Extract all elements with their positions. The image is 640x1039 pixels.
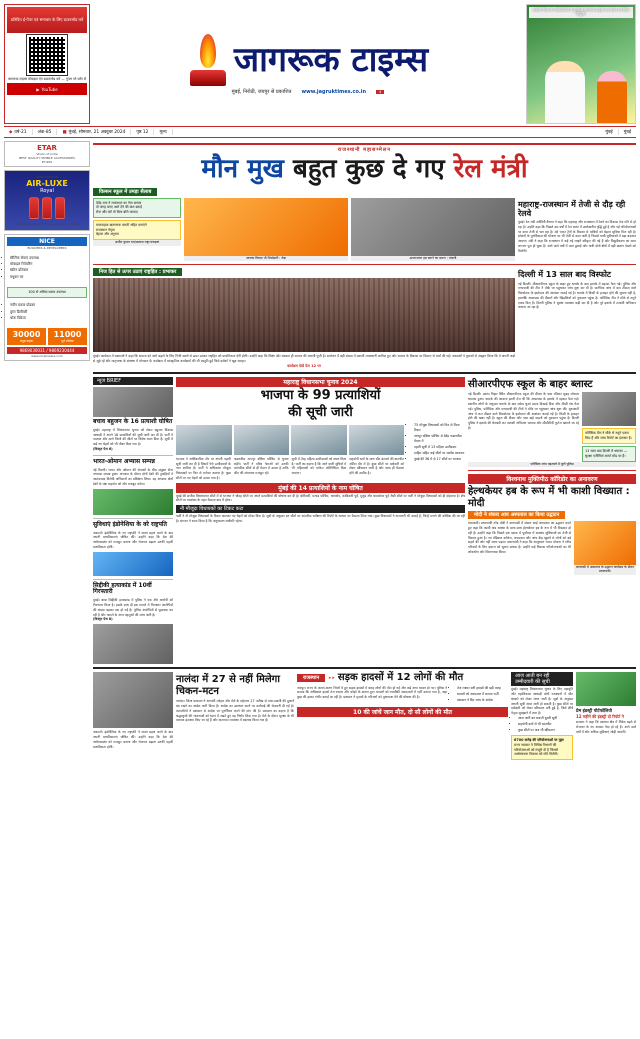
stat-value: 11000 (53, 329, 82, 339)
arrow-icon: ➤➤ (328, 675, 335, 681)
brief-photo-4 (93, 624, 173, 664)
crpf-body: नई दिल्ली। प्रशांत विहार स्थित सीआरपीएफ स्कूल की दीवार के पास रविवार सुबह जोरदार धमाका हुआ। धमाके की आवाज इतनी तेज थी कि आसपास के इलाके में दहशत फैल गई। स्थानीय लोगों के अनुसार धमाके के बाद सफेद धुआं उठता दिखाई दिया और तीखी गंध फैल गई। पुलिस, फोरेंसिक और एनएसजी की टीमों ने मौके पर पहुंचकर जांच शुरू की। शुरुआती जांच में कम तीव्रता वाले विस्फोटक के इस्तेमाल की आशंका जताई गई है। किसी के हताहत होने की खबर नहीं है। स्कूल की दीवार और पास खड़े वाहनों को नुकसान पहुंचा है। दिल्ली पुलिस ने इलाके की घेराबंदी कर तलाशी अभियान चलाया और सीसीटीवी फुटेज खंगाले जा रहे हैं। (468, 392, 579, 430)
list-item: • स्क्रीन प्रोटेक्टर (10, 268, 84, 273)
rail-story (518, 198, 636, 262)
nice-item-list (7, 254, 87, 284)
bjp-main-row (176, 423, 465, 481)
rajasthan-headline: सड़क हादसों में 12 लोगों की मौत (337, 672, 464, 684)
strip-city (600, 129, 618, 135)
candidate-photo (349, 425, 405, 455)
bjp-sub-headline-1: मुंबई की 14 प्रत्याशियों के नाम घोषित (176, 483, 465, 493)
list-item: • पहली सूची में 13 महिला उम्मीदवार (414, 445, 465, 450)
bjp-sub-body-1: मुंबई की छत्तीस विधानसभा सीटों में से भाजपा ने चौदह सीटों पर अपने प्रत्याशियों की घोषणा कर दी है। बोरीवली, मलाड पश्चिम, चारकोप, कांदिवली पूर्व, मुलुंड और घाटकोपर पूर्व जैसी सीटों पर पार्टी ने मौजूदा विधायकों को ही दोहराया है। शेष सीटों पर गठबंधन के तहत फैसला बाद में होगा। (176, 493, 465, 503)
crpf-row (468, 392, 636, 461)
crpf-side (582, 392, 636, 461)
kashi-box-body: सरकार ने कहा कि स्वास्थ्य क्षेत्र में निवेश बढ़ने से रोजगार के नए अवसर पैदा हो रहे हैं। आने वाले वर्षों में और अधिक सुविधाएं जोड़ी जाएंगी। (576, 720, 636, 734)
nalanda-headline: नालंदा में 27 से नहीं मिलेगा चिकन-मटन (176, 674, 280, 697)
lead-side-boxes (93, 198, 181, 262)
left-ad-column (4, 141, 90, 760)
youtube-button[interactable] (7, 83, 87, 95)
brief-title: भारत-ओमान अभ्यास सम्पन्न (93, 457, 155, 465)
list-item: • 75 मौजूदा विधायकों को फिर से मिला टिकट (414, 423, 465, 433)
bjp-headline-1: भाजपा के 99 प्रत्याशियों (260, 387, 381, 403)
box-line: रोज़ और करें तो बिना बोले फायदा (96, 210, 138, 215)
bottom-left-text: जकार्ता। इंडोनेशिया के नए राष्ट्रपति ने शपथ ग्रहण करने के बाद अपनी प्राथमिकताएं घोषित कीं। उन्होंने कहा कि देश की अर्थव्यवस्था को मजबूत बनाना और रोजगार बढ़ाना उनकी पहली प्राथमिकता होगी। (93, 730, 173, 749)
mid-band (93, 268, 636, 369)
crpf-box-2: 13 साल बाद दिल्ली में धमाका — सुरक्षा एजेंसियां अलर्ट मोड पर हैं। (582, 446, 636, 462)
nalanda-story (176, 672, 294, 760)
ajab-headline: आज आती बन रही उम्मीदवारी की सूची (511, 672, 573, 686)
brief-body: मुंबई। बाबा सिद्दीकी हत्याकांड में पुलिस ने एक और आरोपी को गिरफ्तार किया है। इसके साथ ही इस मामले में गिरफ्तार आरोपियों की संख्या बढ़कर दस हो गई है। पुलिस आरोपियों से पूछताछ कर रही है और मामले के अन्य पहलुओं की जांच जारी है। (93, 598, 173, 617)
stat-label: पूर्ण प्रोजेक्ट (61, 338, 74, 343)
brief-body: नई दिल्ली। भारत और ओमान की सेनाओं के बीच संयुक्त सैन्य अभ्यास सम्पन्न हुआ। अभ्यास के दौरान दोनों देशों की टुकड़ियों ने आतंकवाद विरोधी अभियानों का प्रशिक्षण लिया। यह अभ्यास दोनों देशों के रक्षा सहयोग को और मजबूत करेगा। (93, 467, 173, 486)
bjp-sub-body-2: पार्टी ने नौ मौजूदा विधायकों के टिकट काटकर नए चेहरों को मौका दिया है। सूत्रों के अनुसार इन सीटों पर आंतरिक सर्वेक्षण की रिपोर्ट के आधार पर फैसला लिया गया। कुछ विधायकों ने नाराजगी भी जताई है, जिन्हें मनाने की कोशिश की जा रही है। संगठन ने साफ किया है कि अनुशासन सर्वोपरि रहेगा। (176, 514, 465, 523)
strip-date: ■ मुंबई, सोमवार, 21 अक्टूबर 2024 (57, 129, 131, 135)
issue-strip (4, 126, 636, 138)
box-line: दो जगह बनए आते देने की बात बताई (96, 205, 142, 210)
list-item: • प्रशासन ने दिए जांच के आदेश (457, 698, 508, 703)
mid-band-section-bar: निज हित से ऊपर उठाएं राष्ट्रहित : प्रभाकर (93, 268, 182, 276)
masthead-photo (526, 4, 636, 124)
stat-value: 30000 (12, 329, 41, 339)
list-item: • घायलों को अस्पताल में कराया भर्ती (457, 692, 508, 697)
strip-year: ◆ वर्ष-21 (4, 129, 33, 135)
lead-caption-1: अजीत कुमार राय/प्रात्यक्ष राष्ट्रा मंत्राइयां (93, 240, 181, 246)
list-item: • नवीन प्रकार प्रोडक्ट (10, 303, 84, 308)
logo-row (90, 34, 526, 86)
kashi-box-photo (576, 672, 636, 706)
stat-customers (7, 328, 46, 345)
kashi-kicker: विश्वनाथ मुक्तिपीठ कॉरिडोर का अनावरण (468, 474, 636, 484)
masthead (4, 4, 636, 124)
airluxe-sub: SANDALWOOD (36, 175, 58, 179)
candidate-photo (291, 425, 347, 455)
lead-caption-2: आपका विधवा भी जिम्मेदारी : रोडा (184, 256, 348, 262)
crpf-box-1: फोरेंसिक टीम ने मौके से नमूने एकत्र किए हैं और जांच रिपोर्ट का इंतजार है। (582, 428, 636, 444)
bottom-section (93, 672, 636, 760)
crpf-headline: सीआरपीएफ स्कूल के बाहर ब्लास्ट (468, 378, 593, 390)
rajasthan-body: जयपुर। राज्य के अलग-अलग जिलों में हुए सड़क हादसों में बारह लोगों की मौत हो गई और कई अन्य घायल हो गए। पुलिस ने बताया कि अधिकांश हादसे तेज रफ्तार और कोहरे के कारण हुए। घायलों को नजदीकी अस्पतालों में भर्ती कराया गया है, जहां कुछ की हालत गंभीर बताई जा रही है। प्रशासन ने मृतकों के परिजनों को मुआवजा देने की घोषणा की है। (297, 685, 447, 700)
bjp-col-text: भाजपा ने आधिकारिक तौर पर अपनी पहली सूची जारी कर दी है जिसमें 99 उम्मीदवारों के नाम शामिल हैं। पार्टी ने अधिकांश मौजूदा विधायकों पर फिर से भरोसा जताया है। कुछ सीटों पर नए चेहरों को उतारा गया है। (176, 456, 231, 480)
bjp-list-story (176, 377, 465, 664)
pages-label: पृष्ठ 12 (136, 130, 149, 135)
nice-sub: BUILDERS & DEVELOPERS (27, 246, 67, 250)
rajasthan-box (511, 735, 573, 760)
ad-etar[interactable] (4, 141, 90, 167)
nice-stats (7, 328, 87, 345)
kashi-sub: मोदी ने शंकरा आय अस्पताल का किया उद्घाटन (468, 511, 565, 519)
lead-headline-part2: बहुत कुछ दे गए (292, 154, 445, 184)
brief-title: बचाव बहुजन के 16 प्रत्याशी घोषित (93, 417, 173, 425)
list-item: • आज जारी बन सकती दूसरी सूची (518, 716, 573, 721)
right-stories (468, 377, 636, 664)
photo-row (184, 198, 515, 262)
lead-headline-part1: मौन मुख (201, 154, 284, 184)
kashi-photo-block (574, 521, 636, 575)
lead-photo-1 (184, 198, 348, 256)
news-briefs (93, 377, 173, 664)
masthead-person-1 (545, 61, 585, 123)
list-item: • नागपुर दक्षिण पश्चिम से देवेंद्र फडणवीस मैदान में (414, 434, 465, 444)
brief-photo-3 (93, 552, 173, 576)
bjp-col-text: सहयोगी दलों के साथ सीट बंटवारे की बातचीत अंतिम दौर में है। कुछ सीटों पर दावेदारी को लेकर खींचतान जारी है और जल्द ही फैसला होने की उम्मीद है। (349, 456, 404, 476)
box-line: मालवाहक खतरनाक मराठी सहित बनाएंगे (96, 222, 147, 227)
lead-caption-3: ऊपराजधन हब बनाने का सपना : मंत्राली (351, 256, 515, 262)
qr-code-icon[interactable] (27, 35, 67, 75)
briefs-header: न्यूज BRIEF (93, 377, 173, 385)
strip-pages (131, 129, 154, 135)
rajasthan-points-box (450, 686, 508, 705)
brief-photo-1 (93, 387, 173, 417)
bjp-headline-2: की सूची जारी (288, 404, 353, 420)
strip-issue (33, 129, 58, 135)
strip-price (154, 129, 172, 135)
youtube-icon: ▶ (36, 86, 40, 92)
list-item: • मधुकर घर (10, 275, 84, 280)
brief-body: मुंबई। महाराष्ट्र में विधानसभा चुनाव को लेकर बहुजन विकास आघाड़ी ने अपने 16 प्रत्याशियों की सूची जारी कर दी है। पार्टी ने पालघर और ठाणे जिलों की सीटों पर विशेष ध्यान दिया है। सूची में कई नए चेहरों को भी मौका दिया गया है। (93, 427, 173, 447)
list-item: • माहिम सहित कई सीटों पर सस्पेंस बरकरार (414, 451, 465, 456)
bottom-left-photo (93, 672, 173, 728)
list-item: • मुंबई की 36 में से 17 सीटों पर भाजपा (414, 457, 465, 462)
bjp-col-text: फडणवीस नागपुर दक्षिण पश्चिम से चुनाव लड़ेंगे। पार्टी ने वरिष्ठ नेताओं को उनकी पारंपरिक सीटों से ही मैदान में उतारा है ताकि जीत की संभावना मजबूत रहे। (233, 456, 289, 476)
ad-airluxe[interactable] (4, 170, 90, 231)
ajab-bottom-banner: 10 की जांचें जान मौत, दो सौ लोगों की मौत (297, 707, 508, 717)
brief-title: सुविधाएं इंडोनेशिया के वरे राष्ट्रपति (93, 520, 167, 528)
candidate-faces (176, 425, 404, 455)
mid-band-jump[interactable]: कार्यक्रम देखें पेज 12 पर (287, 363, 321, 368)
nice-phone[interactable]: 9869030031 / 9869230444 (7, 347, 87, 354)
rail-story-body: मुंबई। रेल मंत्री अश्विनी वैष्णव ने कहा कि महाराष्ट्र और राजस्थान में रेलवे का विकास तेज गति से हो रहा है। उन्होंने कहा कि पिछले दस वर्षों में रेल बजट में उल्लेखनीय वृद्धि हुई है और नई परियोजनाओं पर काम तेजी से चल रहा है। वंदे भारत ट्रेनों के विस्तार से यात्रियों को बेहतर सुविधा मिल रही है। स्टेशनों के पुनर्विकास की योजना पर भी तेजी से काम जारी है जिससे यात्री सुविधाओं में बड़ा बदलाव आएगा। मंत्री ने कहा कि राजस्थान में कई नई लाइनें स्वीकृत की गई हैं और विद्युतीकरण का काम लगभग पूरा हो चुका है। आने वाले वर्षों में माल ढुलाई और यात्री दोनों क्षेत्रों में बड़ी छलांग देखने को मिलेगी। (518, 219, 636, 253)
bjp-side-points (407, 423, 465, 481)
airluxe-bottles (7, 197, 87, 219)
list-item: • थोक विक्रेता (10, 316, 84, 321)
kashi-photo (574, 521, 636, 565)
website-link[interactable]: www.jagruktimes.co.in (301, 88, 367, 95)
page-badge: 4 (376, 90, 384, 94)
lead-headline (93, 155, 636, 184)
brief-credit: (विस्तृत पेज 6) (93, 446, 113, 451)
brief-photo-2 (93, 489, 173, 515)
list-item: • मोबाइल रिपेयरिंग (10, 262, 84, 267)
tagline: मुंबई, निरोठी, जयपुर से प्रकाशित (231, 88, 292, 95)
newspaper-title: जागरूक टाइम्स (233, 39, 429, 80)
flame-logo-icon (188, 34, 228, 86)
airluxe-footer: FOR BULK ENQUIRY CALL +91 8857 73128 (14, 222, 80, 226)
nice-badge: 300 से अधिक प्रकार उपलब्ध (7, 287, 87, 298)
mid-band-body: मुंबई। कार्यक्रम में वक्ताओं ने कहा कि समाज को आगे बढ़ाने के लिए निजी स्वार्थ से ऊपर उठकर राष्ट्रहित को प्राथमिकता देनी होगी। उन्होंने कहा कि शिक्षा और संस्कार ही समाज की असली पूंजी हैं। सम्मेलन में बड़ी संख्या में प्रवासी राजस्थानी शामिल हुए और समाज के विकास पर विस्तार से चर्चा की गई। वक्ताओं ने युवाओं से आह्वान किया कि वे अपनी जड़ों से जुड़े रहें और मातृभाषा के संरक्षण में योगदान दें। कार्यक्रम में सांस्कृतिक कार्यक्रमों की भी प्रस्तुति हुई जिसे दर्शकों ने खूब सराहा। (93, 354, 515, 364)
lead-section-bar: विल्सन स्कूल में उमड़ा सैलाब (93, 188, 157, 196)
masthead-center (90, 4, 526, 124)
price-label: मूल्य (159, 130, 167, 135)
youtube-label: YouTube (41, 86, 58, 92)
bjp-caption-row (176, 457, 404, 481)
masthead-person-2 (597, 71, 627, 123)
bjp-left-block (176, 423, 404, 481)
bjp-points-list (407, 423, 465, 462)
masthead-photo-caption: अजमेर पैनल के अधिकारियों ने मुंबई में जागरूक टाइम्स का प्रचार का किया विठुली (529, 7, 633, 18)
box-line: राजस्थान नेतृत्व (96, 227, 115, 232)
rajasthan-tag: राजस्थान (297, 674, 325, 682)
bjp-sub-headline-2: नौ मौजूदा विधायकों का टिकट कटा (176, 505, 465, 513)
strip-edition (619, 129, 636, 135)
main-column (93, 141, 636, 760)
etar-brand: ETAR (37, 144, 57, 152)
crpf-photo-caption: फोरेंसिक जांच पड़तालों में जुटी पुलिस (468, 462, 636, 468)
nalanda-body: नालंदा। जिला प्रशासन ने आगामी त्योहार और मेले के मद्देनजर 27 तारीख से मांस-मछली की दुकानें बंद रखने का आदेश जारी किया है। आदेश का उल्लंघन करने पर कार्रवाई की चेतावनी दी गई है। व्यापारियों ने प्रशासन से आदेश पर पुनर्विचार करने की मांग की है। प्रशासन का कहना है कि श्रद्धालुओं की भावनाओं को ध्यान में रखते हुए यह निर्णय लिया गया है। मेले के दौरान सुरक्षा के भी व्यापक इंतजाम किए जा रहे हैं और यातायात व्यवस्था में बदलाव किया गया है। (176, 699, 294, 723)
nice-service-list (7, 301, 87, 324)
kashi-body: वाराणसी। प्रधानमंत्री नरेंद्र मोदी ने वाराणसी में शंकरा आई अस्पताल का उद्घाटन करते हुए कहा कि काशी अब आस्था के साथ-साथ हेल्थकेयर हब के रूप में भी विख्यात हो रही है। उन्होंने कहा कि पिछले एक दशक में पूर्वांचल में स्वास्थ्य सुविधाओं का तेजी से विस्तार हुआ है। नए मेडिकल कॉलेज, अस्पताल और जांच केंद्र खुलने से लोगों को बड़े शहरों की ओर नहीं जाना पड़ता। प्रधानमंत्री ने कहा कि आयुष्मान भारत योजना ने गरीब परिवारों के लिए इलाज को सुलभ बनाया है। उन्होंने कई विकास परियोजनाओं का भी लोकार्पण और शिलान्यास किया। (468, 521, 571, 554)
app-promo-text: जागरूक टाइम्स मोबाइल ऐप डाउनलोड करें — गूगल प्ले स्टोर से (7, 77, 87, 81)
brief-title: सिद्दीकी हत्याकांड में 10वीं गिरफ्तारी (93, 581, 152, 596)
delhi-blast-story (518, 268, 636, 369)
masthead-subline (232, 89, 385, 95)
list-item: • तेज रफ्तार बनी हादसों की बड़ी वजह (457, 686, 508, 691)
rajasthan-row (297, 686, 508, 705)
mid-section (93, 377, 636, 664)
ad-nice[interactable] (4, 234, 90, 361)
lead-headline-part3: रेल मंत्री (453, 154, 528, 184)
brief-body: जकार्ता। इंडोनेशिया के नए राष्ट्रपति ने शपथ ग्रहण करने के बाद अपनी प्राथमिकताएं घोषित कीं। उन्होंने कहा कि देश की अर्थव्यवस्था को मजबूत बनाना और रोजगार बढ़ाना उनकी पहली प्राथमिकता होगी। (93, 530, 173, 549)
date-label: मुंबई, सोमवार, 21 अक्टूबर 2024 (68, 130, 126, 135)
box-line: बेहतर और अनुभव (96, 232, 119, 237)
etar-code: ET-906 (41, 160, 53, 164)
nice-site[interactable]: www.niceinware.com (31, 353, 63, 358)
delhi-blast-headline: दिल्ली में 13 साल बाद विस्फोट (518, 270, 611, 280)
bottom-left-filler (93, 672, 173, 760)
list-item: • कुछ सीटों पर अब भी खींचतान (518, 728, 573, 733)
ajab-body: मुंबई। महाराष्ट्र विधानसभा चुनाव के लिए महायुति और महाविकास आघाड़ी दोनों गठबंधनों में सीट बंटवारे को लेकर मंथन जारी है। सूत्रों के अनुसार अगली सूची आज जारी हो सकती है। कुछ सीटों पर दावेदारी को लेकर खींचतान बनी हुई है, जिसे शीर्ष नेतृत्व सुलझाने में लगा है। (511, 687, 573, 716)
issue-label: अंक-85 (37, 130, 52, 135)
stat-label: संतुष्ट ग्राहक (20, 338, 33, 343)
etar-line1: Vision of India (36, 152, 58, 156)
candidate-photo (176, 425, 232, 455)
rajasthan-points (450, 686, 508, 703)
delhi-blast-body: नई दिल्ली। सीआरपीएफ स्कूल के बाहर हुए धमाके के बाद इलाके में दहशत फैल गई। पुलिस और एनएसजी की टीम ने मौके पर पहुंचकर जांच शुरू कर दी है। प्रारंभिक जांच में कम तीव्रता वाले विस्फोटक के इस्तेमाल की आशंका जताई गई है। धमाके में किसी के हताहत होने की सूचना नहीं है, हालांकि आसपास की दीवारों और खिड़कियों को नुकसान पहुंचा है। फोरेंसिक टीम ने मौके से नमूने एकत्र किए हैं। दिल्ली पुलिस ने सुरक्षा व्यवस्था कड़ी कर दी है और पूरे इलाके में तलाशी अभियान चलाया जा रहा है। (518, 281, 636, 310)
kashi-box-headline: प्रेम इंडस्ट्री पोर्टफोलियो (576, 709, 612, 715)
lead-box-1 (93, 198, 181, 218)
kashi-box-column (576, 672, 636, 760)
lead-kicker: राजस्थानी महासम्मेलन (337, 147, 392, 153)
crpf-photo (582, 392, 636, 426)
kashi-box-sub: 12 महीने की इंडस्ट्री दो रिपोर्ट ने (576, 714, 624, 720)
edition-label: मुंबई (623, 130, 631, 135)
bjp-col-text: सूची में तेरह महिला उम्मीदवारों को स्थान मिला है। पार्टी का कहना है कि आने वाली सूचियों में भी महिलाओं को पर्याप्त प्रतिनिधित्व दिया जाएगा। (291, 456, 347, 476)
candidate-photo (234, 425, 290, 455)
lead-photo-2 (351, 198, 515, 256)
app-promo-box (4, 4, 90, 124)
app-promo-banner: प्रतिदिन ई-पेपर एवं समाचार के लिए डाउनलोड करें (7, 7, 87, 33)
box-line: देवेंद्र राज ने राजस्थान का नेता बनाया (96, 200, 142, 205)
ajab-points (511, 716, 573, 733)
city-label: मुंबई (605, 130, 613, 135)
list-item: • सीलिंक सेवाएं उपलब्ध (10, 256, 84, 261)
list-item: • तुरंत डिलीवरी (10, 310, 84, 315)
rajasthan-story (297, 672, 508, 760)
kashi-photo-caption: वाराणसी में अस्पताल के उद्घाटन कार्यक्रम के दौरान प्रधानमंत्री। (575, 565, 635, 574)
airluxe-royal: Royal (40, 188, 54, 194)
lead-photo-strip (93, 198, 636, 262)
mid-band-left (93, 268, 515, 369)
nice-head: NICE (7, 237, 87, 246)
lead-photos (184, 198, 515, 262)
bjp-kicker: महाराष्ट्र विधानसभा चुनाव 2024 (176, 377, 465, 387)
kashi-row (468, 521, 636, 575)
mid-band-photo (93, 278, 515, 352)
stat-projects (48, 328, 87, 345)
airluxe-brand: AIR-LUXE (26, 179, 68, 188)
rajasthan-box-body: राज्य सरकार ने विभिन्न विभागों की परियोजनाओं को मंजूरी दी है जिससे अधोसंरचना विकास को गति मिलेगी। (514, 742, 559, 757)
lead-box-2 (93, 220, 181, 240)
rajasthan-box-headline: 6700 करोड़ की परियोजनाओं पर मुहर (514, 738, 564, 743)
etar-line2: BEST QUALITY MOBILE ACCESSORIES (19, 156, 75, 160)
page-body (4, 141, 636, 760)
kashi-headline: हेल्थकेयर हब के रूप में भी काशी विख्यात : मोदी (468, 486, 630, 509)
year-label: वर्ष-21 (14, 130, 27, 135)
rail-story-headline: महाराष्ट्र-राजस्थान में तेजी से दौड़ रही रेलवे (518, 199, 626, 218)
brief-credit: (विस्तृत पेज 8) (93, 617, 113, 622)
list-item: • सहयोगी दलों से भी बातचीत (518, 722, 573, 727)
ajab-story (511, 672, 573, 760)
